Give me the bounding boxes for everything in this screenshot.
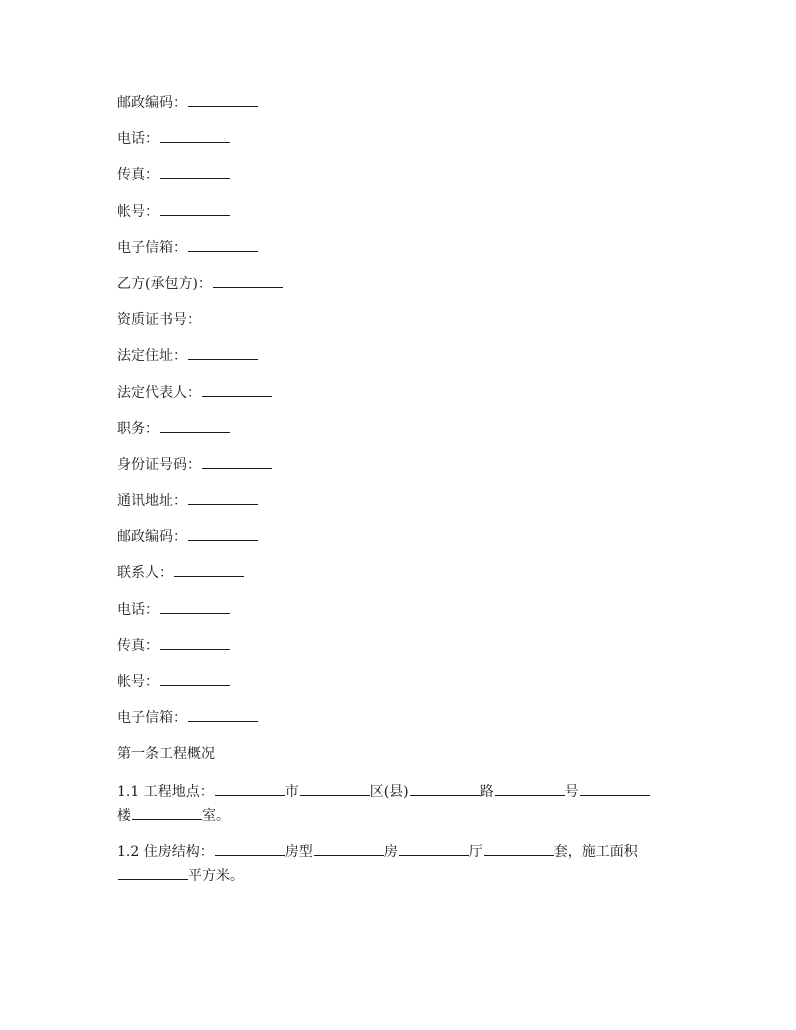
field-email: 电子信箱： xyxy=(117,237,677,273)
fill-blank[interactable] xyxy=(160,635,230,650)
field-account: 帐号： xyxy=(117,671,677,707)
fill-blank[interactable] xyxy=(399,841,469,856)
fill-blank[interactable] xyxy=(580,781,650,796)
fill-blank[interactable] xyxy=(202,454,272,469)
fill-blank[interactable] xyxy=(484,841,554,856)
field-legal-representative: 法定代表人： xyxy=(117,382,677,418)
field-party-b: 乙方(承包方)： xyxy=(117,273,677,309)
fill-blank[interactable] xyxy=(160,164,230,179)
fill-blank[interactable] xyxy=(410,781,480,796)
field-mailing-address: 通讯地址： xyxy=(117,490,677,526)
clause-1-2-structure: 1.2 住房结构： 房型 房 厅 套，施工面积 平方米。 xyxy=(117,840,677,888)
fill-blank[interactable] xyxy=(188,92,258,107)
fill-blank[interactable] xyxy=(160,418,230,433)
field-fax: 传真： xyxy=(117,164,677,200)
field-account: 帐号： xyxy=(117,201,677,237)
fill-blank[interactable] xyxy=(174,562,244,577)
field-contact-person: 联系人： xyxy=(117,562,677,598)
field-phone: 电话： xyxy=(117,128,677,164)
fill-blank[interactable] xyxy=(160,671,230,686)
field-phone: 电话： xyxy=(117,599,677,635)
fill-blank[interactable] xyxy=(188,707,258,722)
field-position: 职务： xyxy=(117,418,677,454)
fill-blank[interactable] xyxy=(495,781,565,796)
fill-blank[interactable] xyxy=(215,781,285,796)
fill-blank[interactable] xyxy=(188,526,258,541)
fill-blank[interactable] xyxy=(202,382,272,397)
clause-1-1-location: 1.1 工程地点： 市 区(县) 路 号 楼 室。 xyxy=(117,780,677,828)
fill-blank[interactable] xyxy=(188,345,258,360)
fill-blank[interactable] xyxy=(160,599,230,614)
field-email: 电子信箱： xyxy=(117,707,677,743)
fill-blank[interactable] xyxy=(118,865,188,880)
fill-blank[interactable] xyxy=(215,841,285,856)
field-postcode: 邮政编码： xyxy=(117,526,677,562)
fill-blank[interactable] xyxy=(314,841,384,856)
fill-blank[interactable] xyxy=(160,201,230,216)
field-license-number: 资质证书号： xyxy=(117,312,201,329)
document-page xyxy=(117,92,677,900)
fill-blank[interactable] xyxy=(132,805,202,820)
field-fax: 传真： xyxy=(117,635,677,671)
fill-blank[interactable] xyxy=(213,273,283,288)
field-legal-address: 法定住址： xyxy=(117,345,677,381)
fill-blank[interactable] xyxy=(160,128,230,143)
field-postcode: 邮政编码： xyxy=(117,92,677,128)
fill-blank[interactable] xyxy=(188,490,258,505)
fill-blank[interactable] xyxy=(188,237,258,252)
section-heading: 第一条工程概况 xyxy=(117,746,215,763)
fill-blank[interactable] xyxy=(300,781,370,796)
field-id-number: 身份证号码： xyxy=(117,454,677,490)
